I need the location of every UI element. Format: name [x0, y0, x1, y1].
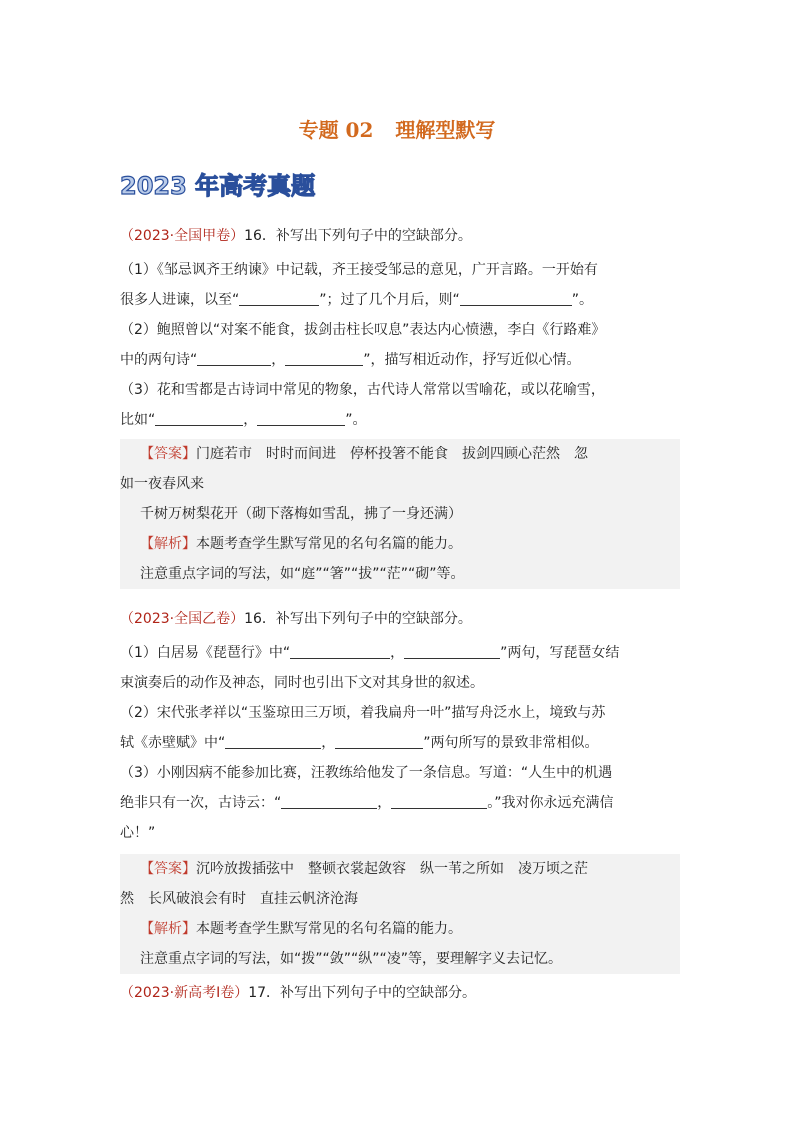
title-topic-number: 专题 02: [298, 118, 374, 142]
answer-line: 千树万树梨花开（砌下落梅如雪乱，拂了一身还满）: [140, 506, 462, 522]
question-2-line: [120, 638, 680, 668]
fill-blank[interactable]: [290, 642, 390, 659]
question-2-number: 16．: [244, 611, 276, 627]
analysis-line: 注意重点字词的写法，如“拨”“敛”“纵”“凌”等，要理解字义去记忆。: [140, 951, 563, 967]
analysis-label: 【解析】: [140, 921, 196, 937]
fill-blank[interactable]: [404, 642, 500, 659]
analysis-label: 【解析】: [140, 536, 196, 552]
question-1-line: [120, 345, 680, 375]
question-3-number: 17．: [248, 985, 281, 1001]
question-2-line: （2）宋代张孝祥以“玉鉴琼田三万顷，着我扁舟一叶”描写舟泛水上，境致与苏: [120, 705, 606, 721]
text-segment: ”。: [345, 412, 367, 428]
question-1-source: （2023·全国甲卷）: [120, 228, 245, 244]
question-2-instruction: 补写出下列句子中的空缺部分。: [275, 611, 472, 627]
question-1-number: 16．: [244, 228, 276, 244]
text-segment: 绝非只有一次，古诗云：“: [120, 795, 282, 811]
analysis-line: [120, 529, 680, 559]
question-1-line: [120, 405, 680, 435]
text-segment: ”；过了几个月后，则“: [319, 292, 460, 308]
answer-box: [120, 854, 680, 974]
question-2-line: （3）小刚因病不能参加比赛，汪教练给他发了一条信息。写道：“人生中的机遇: [120, 765, 613, 781]
text-segment: ，: [243, 412, 258, 428]
text-segment: ”两句所写的景致非常相似。: [423, 735, 599, 751]
analysis-text: 本题考查学生默写常见的名句名篇的能力。: [196, 536, 462, 552]
text-segment: ，: [390, 645, 405, 661]
answer-label: 【答案】: [140, 861, 196, 877]
analysis-line: [120, 914, 680, 944]
page-title: [0, 114, 794, 143]
text-segment: 轼《赤壁赋》中“: [120, 735, 226, 751]
question-3-header: [120, 978, 680, 1008]
analysis-line: 注意重点字词的写法，如“庭”“箸”“拔”“茫”“砌”等。: [140, 566, 465, 582]
analysis-text: 本题考查学生默写常见的名句名篇的能力。: [196, 921, 462, 937]
answer-line: 然 长风破浪会有时 直挂云帆济沧海: [120, 891, 358, 907]
answer-line: [120, 439, 680, 469]
question-2-line: [120, 788, 680, 818]
text-segment: ”。: [571, 292, 594, 308]
section-heading: 2023 年高考真题: [120, 172, 316, 200]
fill-blank[interactable]: [391, 792, 487, 809]
title-topic-name: 理解型默写: [395, 118, 496, 142]
text-segment: ，: [377, 795, 392, 811]
answer-text: 门庭若市 时时而间进 停杯投箸不能食 拔剑四顾心茫然 忽: [196, 446, 588, 462]
question-3-instruction: 补写出下列句子中的空缺部分。: [280, 985, 477, 1001]
question-1-header: [120, 221, 680, 251]
question-2: [120, 604, 680, 1008]
fill-blank[interactable]: [257, 409, 345, 426]
answer-text: 沉吟放拨插弦中 整顿衣裳起敛容 纵一苇之所如 凌万顷之茫: [196, 861, 588, 877]
text-segment: 比如“: [120, 412, 156, 428]
fill-blank[interactable]: [460, 289, 572, 306]
question-2-line: [120, 728, 680, 758]
fill-blank[interactable]: [285, 349, 363, 366]
question-1-line: （3）花和雪都是古诗词中常见的物象，古代诗人常常以雪喻花，或以花喻雪，: [120, 382, 605, 398]
answer-line: [120, 854, 680, 884]
text-segment: ”两句，写琵琶女结: [500, 645, 620, 661]
question-1: [120, 221, 680, 593]
text-segment: 很多人进谏，以至“: [120, 292, 240, 308]
fill-blank[interactable]: [335, 732, 423, 749]
question-2-header: [120, 604, 680, 634]
question-1-line: [120, 285, 680, 315]
question-1-instruction: 补写出下列句子中的空缺部分。: [275, 228, 472, 244]
text-segment: 。”我对你永远充满信: [487, 795, 614, 811]
question-1-line: （2）鲍照曾以“对案不能食，拔剑击柱长叹息”表达内心愤懑，李白《行路难》: [120, 322, 606, 338]
fill-blank[interactable]: [155, 409, 243, 426]
text-segment: ”，描写相近动作，抒写近似心情。: [363, 352, 581, 368]
answer-box: [120, 439, 680, 589]
text-segment: ，: [271, 352, 286, 368]
question-1-line: （1）《邹忌讽齐王纳谏》中记载，齐王接受邹忌的意见，广开言路。一开始有: [120, 262, 598, 278]
answer-label: 【答案】: [140, 446, 196, 462]
text-segment: ，: [321, 735, 336, 751]
fill-blank[interactable]: [197, 349, 271, 366]
answer-line: 如一夜春风来: [120, 476, 204, 492]
text-segment: （1）白居易《琵琶行》中“: [120, 645, 291, 661]
question-2-source: （2023·全国乙卷）: [120, 611, 245, 627]
question-2-line: 心！”: [120, 825, 156, 841]
question-3-source: （2023·新高考Ⅰ卷）: [120, 985, 249, 1001]
fill-blank[interactable]: [225, 732, 321, 749]
fill-blank[interactable]: [281, 792, 377, 809]
fill-blank[interactable]: [239, 289, 319, 306]
text-segment: 中的两句诗“: [120, 352, 198, 368]
question-2-line: 束演奏后的动作及神态，同时也引出下文对其身世的叙述。: [120, 675, 484, 691]
